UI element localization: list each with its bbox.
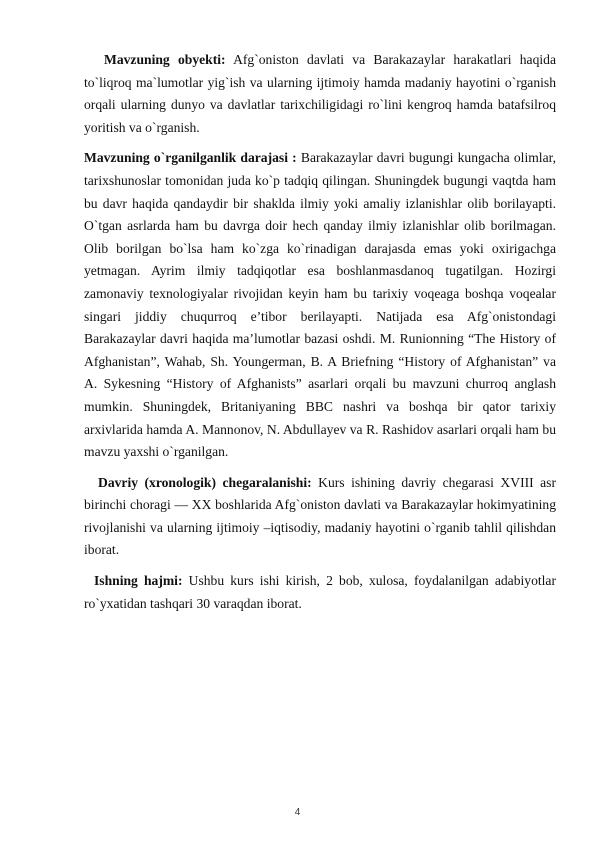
paragraph-text: Kurs ishining davriy chegarasi XVIII asr birinchi choragi — XX boshlarida Afg`oniston davlati va Barakazaylar hokimyatining rivojlanishi va ularning ijtimoiy –iqtisodiy, madaniy hayotini o`rganib tahlil qilishdan iborat. xyxy=(84,474,556,558)
page-number: 4 xyxy=(294,807,301,818)
paragraph-study-level xyxy=(84,147,556,463)
paragraph-chronology xyxy=(84,472,556,562)
paragraph-label: Mavzuning o`rganilganlik darajasi : xyxy=(84,150,297,166)
paragraph-text: Ushbu kurs ishi kirish, 2 bob, xulosa, foydalanilgan adabiyotlar ro`yxatidan tashqari 30 varaqdan iborat. xyxy=(84,573,556,611)
paragraph-object xyxy=(84,49,556,139)
paragraph-label: Mavzuning obyekti: xyxy=(104,52,226,67)
paragraph-label: Ishning hajmi: xyxy=(94,573,183,589)
document-page xyxy=(84,49,556,615)
paragraph-text: Afg`oniston davlati va Barakazaylar harakatlari haqida to`liqroq ma`lumotlar yig`ish va ularning ijtimoiy hamda madaniy hayotini o`rganish orqali ularning dunyo va davlatlar tarixchiligidagi ro`lini kengroq hamda batafsilroq yoritish va o`rganish. xyxy=(84,52,556,135)
paragraph-volume xyxy=(84,570,556,615)
paragraph-text: Barakazaylar davri bugungi kungacha olimlar, tarixshunoslar tomonidan juda ko`p tadqiq qilingan. Shuningdek bugungi vaqtda ham bu davr haqida qandaydir bir shaklda ilmiy yoki amaliy izlanishlar olib borilayapti. O`tgan asrlarda ham bu davrga doir hech qanday ilmiy izlanishlar olib borilmagan. Olib borilgan bo`lsa ham ko`zga ko`rinadigan darajasda emas yoki oxirigachga yetmagan. Ayrim ilmiy tadqiqotlar esa boshlanmasdanoq tugatilgan. Hozirgi zamonaviy texnologiyalar rivojidan keyin ham bu tarixiy voqeaga boshqa voqealar singari jiddiy chuqurroq e’tibor berilayapti. Natijada esa Afg`onistondagi Barakazaylar davri haqida ma’lumotlar bazasi oshdi. M. Runionning “The History of Afghanistan”, Wahab, Sh. Youngerman, B. A Briefning “History of Afghanistan” va A. Sykesning “History of Afghanists” asarlari orqali bu mavzuni churroq anglash mumkin. Shuningdek, Britaniyaning BBC nashri va boshqa bir qator tarixiy arxivlarida hamda A. Mannonov, N. Abdullayev va R. Rashidov asarlari orqali ham bu mavzu yaxshi o`rganilgan. xyxy=(84,150,556,460)
paragraph-label: Davriy (xronologik) chegaralanishi: xyxy=(98,474,312,490)
